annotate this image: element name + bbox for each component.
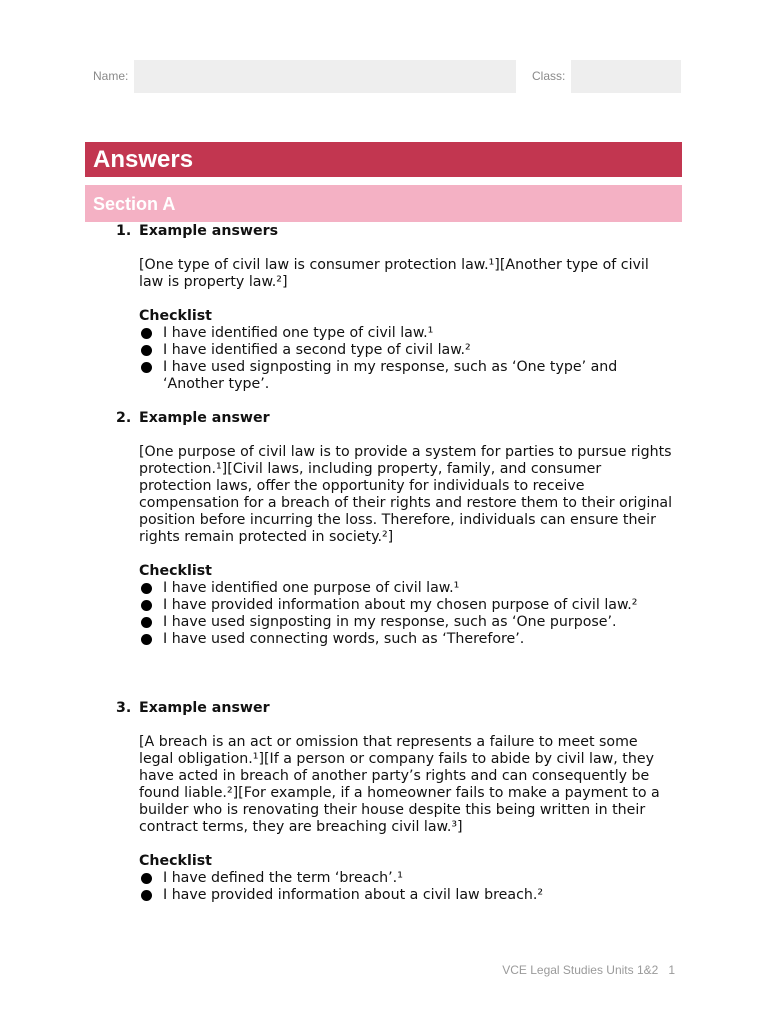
checklist-item: I have defined the term ‘breach’.¹: [139, 870, 676, 887]
question-heading: [116, 410, 676, 427]
question-number: 3.: [116, 700, 132, 716]
bullet-icon: [141, 634, 152, 645]
question-number: 1.: [116, 223, 132, 239]
checklist-item: I have provided information about a civil law breach.²: [139, 887, 676, 904]
checklist-title: Checklist: [139, 563, 212, 579]
question-title: Example answers: [139, 223, 279, 239]
bullet-icon: [141, 890, 152, 901]
question-1: [116, 223, 676, 393]
example-answer-text: [A breach is an act or omission that represents a failure to meet some legal obligation.¹][If a person or company fails to abide by civil law, they have acted in breach of another party’s rights and can consequently be found liable.²][For example, if a homeowner fails to make a payment to a builder who is renovating their house despite this being written in their contract terms, they are breaching civil law.³]: [139, 734, 660, 835]
section-a-heading: Section A: [85, 185, 682, 222]
question-heading: [116, 700, 676, 717]
page-number: 1: [668, 963, 675, 977]
example-answer-text: [One type of civil law is consumer protection law.¹][Another type of civil law is property law.²]: [139, 257, 649, 290]
question-heading: [116, 223, 676, 240]
page-footer: [502, 963, 675, 977]
checklist-item: I have identified one purpose of civil law.¹: [139, 580, 676, 597]
question-number: 2.: [116, 410, 132, 426]
checklist-item: I have used signposting in my response, such as ‘One type’ and ‘Another type’.: [139, 359, 676, 393]
checklist: [116, 870, 676, 904]
question-title: Example answer: [139, 410, 270, 426]
checklist-title: Checklist: [139, 853, 212, 869]
bullet-icon: [141, 362, 152, 373]
name-field[interactable]: [134, 60, 516, 93]
answers-heading: Answers: [85, 142, 682, 177]
checklist-item: I have used connecting words, such as ‘Therefore’.: [139, 631, 676, 648]
checklist: [116, 325, 676, 393]
question-2: [116, 410, 676, 648]
checklist-item: I have identified one type of civil law.¹: [139, 325, 676, 342]
checklist: [116, 580, 676, 648]
name-label: Name:: [93, 69, 129, 83]
checklist-item: I have identified a second type of civil law.²: [139, 342, 676, 359]
bullet-icon: [141, 873, 152, 884]
class-label: Class:: [532, 69, 566, 83]
checklist-title: Checklist: [139, 308, 212, 324]
class-field[interactable]: [571, 60, 681, 93]
checklist-item: I have provided information about my chosen purpose of civil law.²: [139, 597, 676, 614]
example-answer-text: [One purpose of civil law is to provide a system for parties to pursue rights protection.¹][Civil laws, including property, family, and consumer protection laws, offer the opportunity for individuals to receive compensation for a breach of their rights and restore them to their original position before incurring the loss. Therefore, individuals can ensure their rights remain protected in society.²]: [139, 444, 673, 545]
footer-course: VCE Legal Studies Units 1&2: [502, 963, 659, 977]
bullet-icon: [141, 328, 152, 339]
question-3: [116, 700, 676, 904]
bullet-icon: [141, 617, 152, 628]
question-title: Example answer: [139, 700, 270, 716]
bullet-icon: [141, 345, 152, 356]
checklist-item: I have used signposting in my response, such as ‘One purpose’.: [139, 614, 676, 631]
bullet-icon: [141, 583, 152, 594]
bullet-icon: [141, 600, 152, 611]
